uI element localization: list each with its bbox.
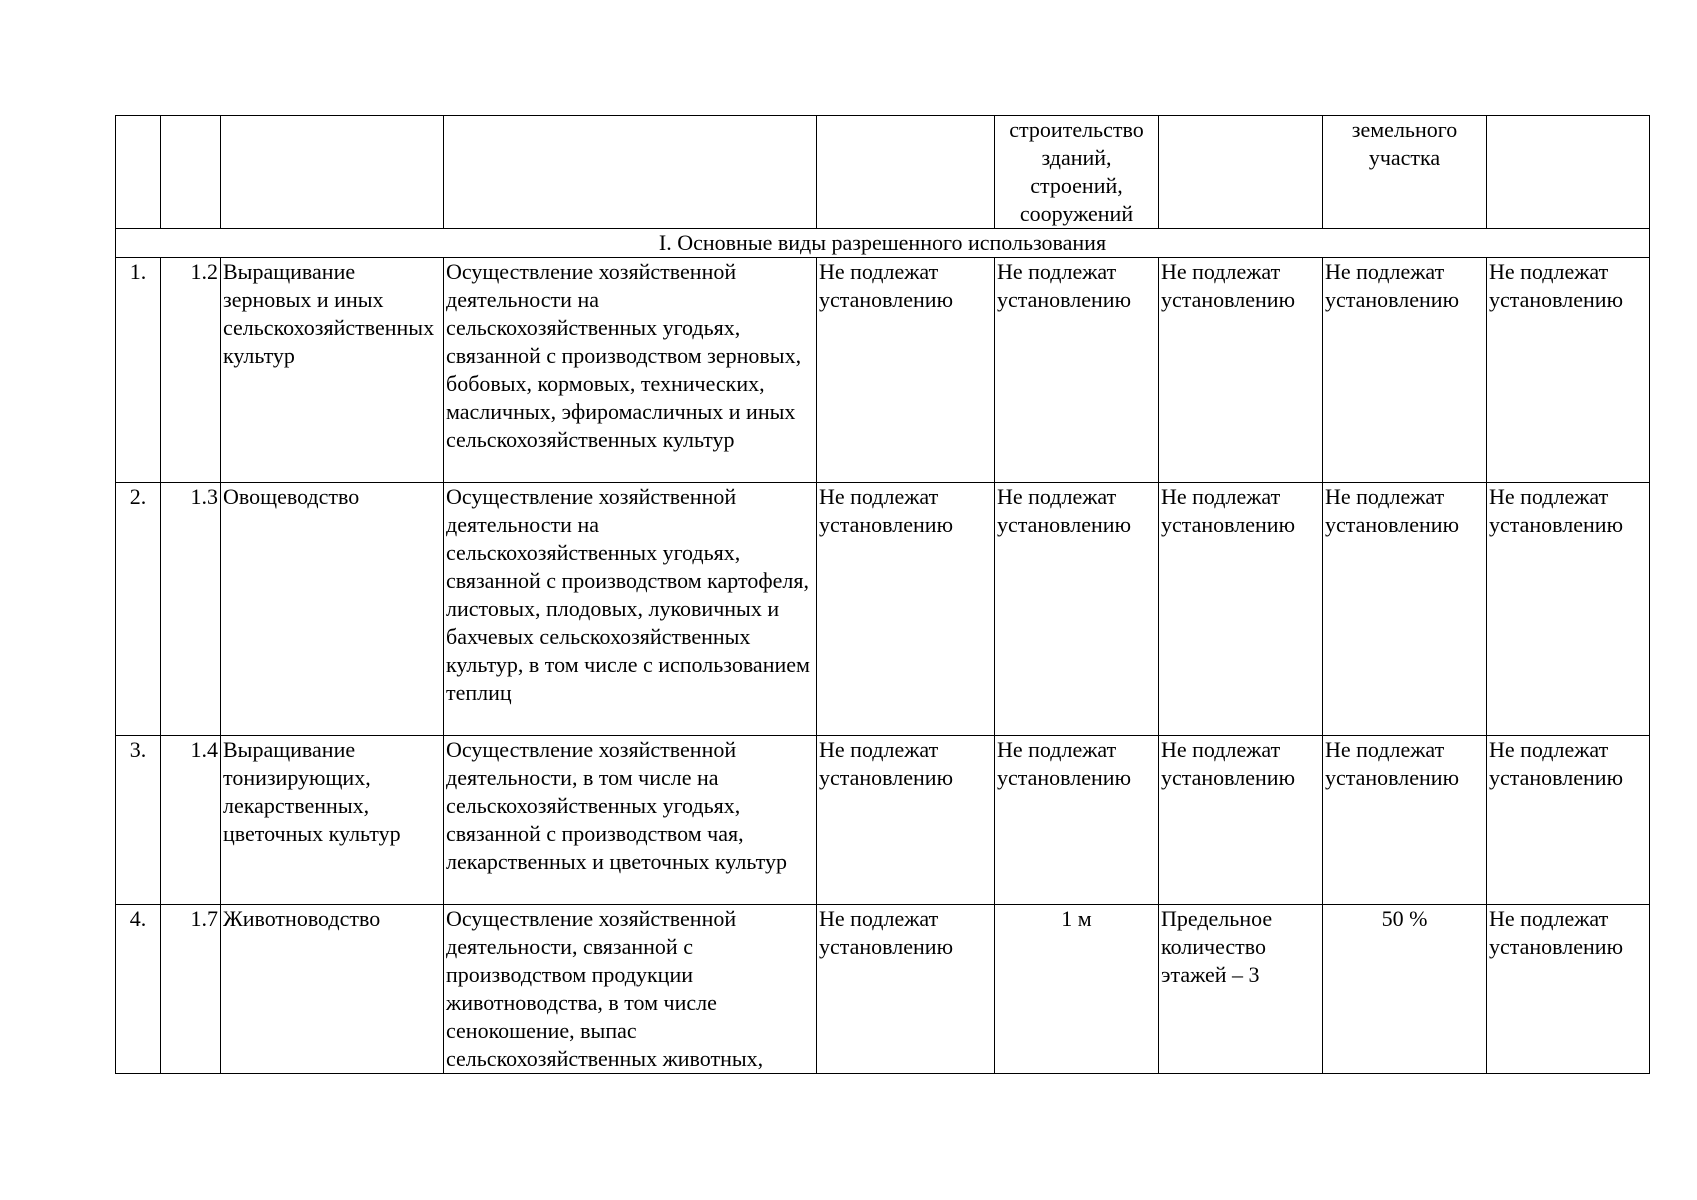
row-number: 2. <box>116 483 161 736</box>
table-row <box>116 905 1650 1074</box>
row-cell-8: 50 % <box>1323 905 1487 1074</box>
row-cell-6: 1 м <box>995 905 1159 1074</box>
row-cell-9: Не подлежат установлению <box>1487 905 1650 1074</box>
regulations-table <box>115 115 1650 1074</box>
row-cell-7: Предельное количество этажей – 3 <box>1159 905 1323 1074</box>
header-cell-8: земельного участка <box>1323 116 1487 229</box>
row-cell-8: Не подлежат установлению <box>1323 736 1487 905</box>
row-description: Осуществление хозяйственной деятельности, в том числе на сельскохозяйственных угодьях, связанной с производством чая, лекарственных и цветочных культур <box>444 736 817 905</box>
row-cell-7: Не подлежат установлению <box>1159 736 1323 905</box>
row-use-name: Животноводство <box>221 905 444 1074</box>
table-row <box>116 483 1650 736</box>
row-use-name: Выращивание зерновых и иных сельскохозяйственных культур <box>221 258 444 483</box>
row-use-name: Овощеводство <box>221 483 444 736</box>
header-row-continuation <box>116 116 1650 229</box>
row-cell-7: Не подлежат установлению <box>1159 258 1323 483</box>
header-cell-name <box>221 116 444 229</box>
header-cell-5 <box>817 116 995 229</box>
row-code: 1.7 <box>161 905 221 1074</box>
row-cell-8: Не подлежат установлению <box>1323 258 1487 483</box>
header-cell-6: строительство зданий, строений, сооружений <box>995 116 1159 229</box>
row-cell-9: Не подлежат установлению <box>1487 258 1650 483</box>
table-row <box>116 258 1650 483</box>
row-cell-5: Не подлежат установлению <box>817 483 995 736</box>
row-cell-6: Не подлежат установлению <box>995 483 1159 736</box>
header-cell-9 <box>1487 116 1650 229</box>
row-cell-5: Не подлежат установлению <box>817 258 995 483</box>
row-cell-6: Не подлежат установлению <box>995 258 1159 483</box>
row-number: 3. <box>116 736 161 905</box>
row-use-name: Выращивание тонизирующих, лекарственных, цветочных культур <box>221 736 444 905</box>
header-cell-number <box>116 116 161 229</box>
row-description: Осуществление хозяйственной деятельности на сельскохозяйственных угодьях, связанной с производством картофеля, листовых, плодовых, луковичных и бахчевых сельскохозяйственных культур, в том числе с использованием теплиц <box>444 483 817 736</box>
row-description: Осуществление хозяйственной деятельности на сельскохозяйственных угодьях, связанной с производством зерновых, бобовых, кормовых, технических, масличных, эфиромасличных и иных сельскохозяйственных культур <box>444 258 817 483</box>
section-title: I. Основные виды разрешенного использования <box>116 229 1650 258</box>
header-cell-code <box>161 116 221 229</box>
section-row <box>116 229 1650 258</box>
table-row <box>116 736 1650 905</box>
row-description: Осуществление хозяйственной деятельности, связанной с производством продукции животноводства, в том числе сенокошение, выпас сельскохозяйственных животных, <box>444 905 817 1074</box>
row-cell-9: Не подлежат установлению <box>1487 483 1650 736</box>
row-cell-6: Не подлежат установлению <box>995 736 1159 905</box>
row-cell-9: Не подлежат установлению <box>1487 736 1650 905</box>
row-number: 4. <box>116 905 161 1074</box>
row-code: 1.4 <box>161 736 221 905</box>
row-code: 1.2 <box>161 258 221 483</box>
row-cell-5: Не подлежат установлению <box>817 736 995 905</box>
row-number: 1. <box>116 258 161 483</box>
row-cell-5: Не подлежат установлению <box>817 905 995 1074</box>
header-cell-description <box>444 116 817 229</box>
row-code: 1.3 <box>161 483 221 736</box>
row-cell-7: Не подлежат установлению <box>1159 483 1323 736</box>
header-cell-7 <box>1159 116 1323 229</box>
row-cell-8: Не подлежат установлению <box>1323 483 1487 736</box>
